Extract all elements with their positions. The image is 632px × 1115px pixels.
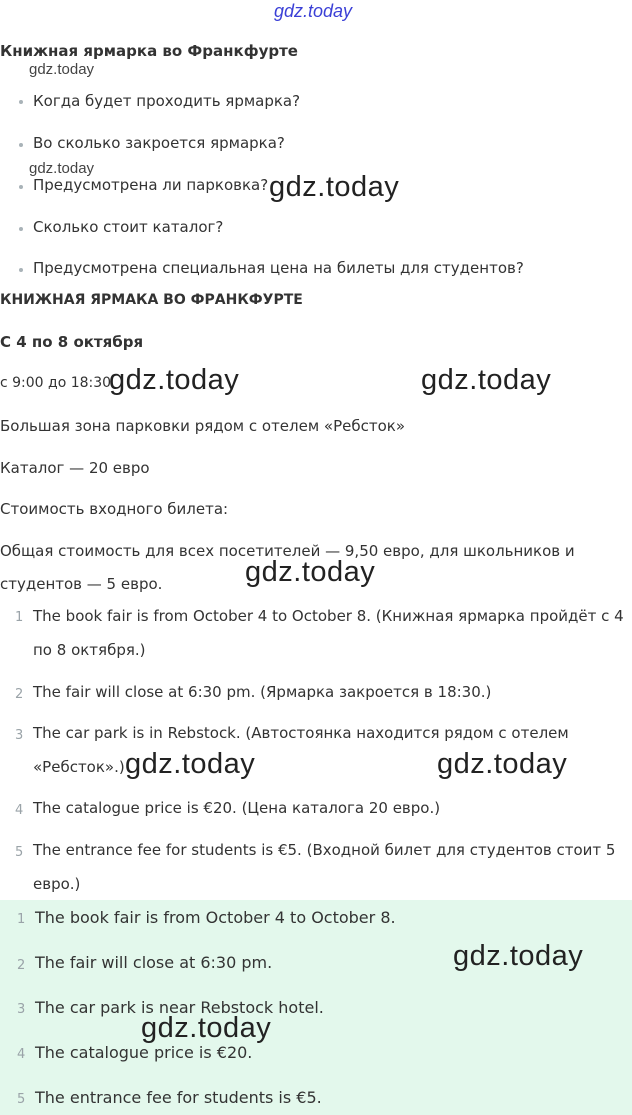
poster-heading: КНИЖНАЯ ЯРМАКА ВО ФРАНКФУРТЕ (0, 292, 303, 308)
answer-line: The fair will close at 6:30 pm. (Ярмарка закроется в 18:30.) (33, 683, 492, 701)
answer-line: The catalogue price is €20. (35, 1043, 253, 1062)
answer-number: 4 (17, 1047, 26, 1062)
answer-line: евро.) (33, 875, 81, 893)
watermark: gdz.today (437, 748, 568, 780)
list-item: Предусмотрена ли парковка? (33, 176, 269, 194)
answer-line: The book fair is from October 4 to October 8. (Книжная ярмарка пройдёт с 4 (33, 607, 624, 625)
watermark: gdz.today (29, 61, 95, 78)
answer-number: 2 (15, 687, 24, 702)
bullet-icon (19, 185, 23, 189)
poster-catalogue: Каталог — 20 евро (0, 459, 150, 477)
answer-line: The car park is in Rebstock. (Автостоянка находится рядом с отелем (33, 724, 569, 742)
watermark: gdz.today (125, 748, 256, 780)
bullet-icon (19, 268, 23, 272)
answer-line: «Ребсток».) (33, 758, 125, 776)
list-item: Во сколько закроется ярмарка? (33, 134, 285, 152)
page-title: Книжная ярмарка во Франкфурте (0, 42, 298, 60)
bullet-icon (19, 100, 23, 104)
watermark: gdz.today (453, 940, 584, 972)
answer-line: The entrance fee for students is €5. (35, 1088, 322, 1107)
answer-number: 1 (15, 610, 24, 625)
answer-line: по 8 октября.) (33, 641, 146, 659)
watermark: gdz.today (109, 364, 240, 396)
answer-number: 3 (15, 728, 24, 743)
answer-number: 5 (15, 845, 24, 860)
answer-line: The catalogue price is €20. (Цена каталога 20 евро.) (33, 799, 441, 817)
answer-line: The book fair is from October 4 to October 8. (35, 908, 396, 927)
watermark: gdz.today (141, 1012, 272, 1044)
poster-parking: Большая зона парковки рядом с отелем «Ребсток» (0, 417, 406, 435)
answer-number: 4 (15, 803, 24, 818)
poster-ticket-label: Стоимость входного билета: (0, 500, 229, 518)
watermark: gdz.today (269, 171, 400, 203)
list-item: Сколько стоит каталог? (33, 218, 224, 236)
answer-number: 2 (17, 958, 26, 973)
answer-number: 3 (17, 1002, 26, 1017)
poster-hours: с 9:00 до 18:30 (0, 375, 112, 391)
poster-ticket-line1: Общая стоимость для всех посетителей — 9,50 евро, для школьников и (0, 542, 575, 560)
answer-number: 1 (17, 912, 26, 927)
answer-line: The fair will close at 6:30 pm. (35, 953, 273, 972)
answer-line: The entrance fee for students is €5. (Входной билет для студентов стоит 5 (33, 841, 616, 859)
poster-ticket-line2: студентов — 5 евро. (0, 575, 163, 593)
watermark: gdz.today (245, 556, 376, 588)
bullet-icon (19, 143, 23, 147)
watermark: gdz.today (421, 364, 552, 396)
answer-line: The car park is near Rebstock hotel. (35, 998, 324, 1017)
list-item: Когда будет проходить ярмарка? (33, 92, 301, 110)
bullet-icon (19, 227, 23, 231)
watermark: gdz.today (29, 160, 95, 177)
poster-dates: С 4 по 8 октября (0, 333, 144, 351)
list-item: Предусмотрена специальная цена на билеты для студентов? (33, 259, 524, 277)
answer-number: 5 (17, 1092, 26, 1107)
watermark-top: gdz.today (274, 1, 353, 21)
